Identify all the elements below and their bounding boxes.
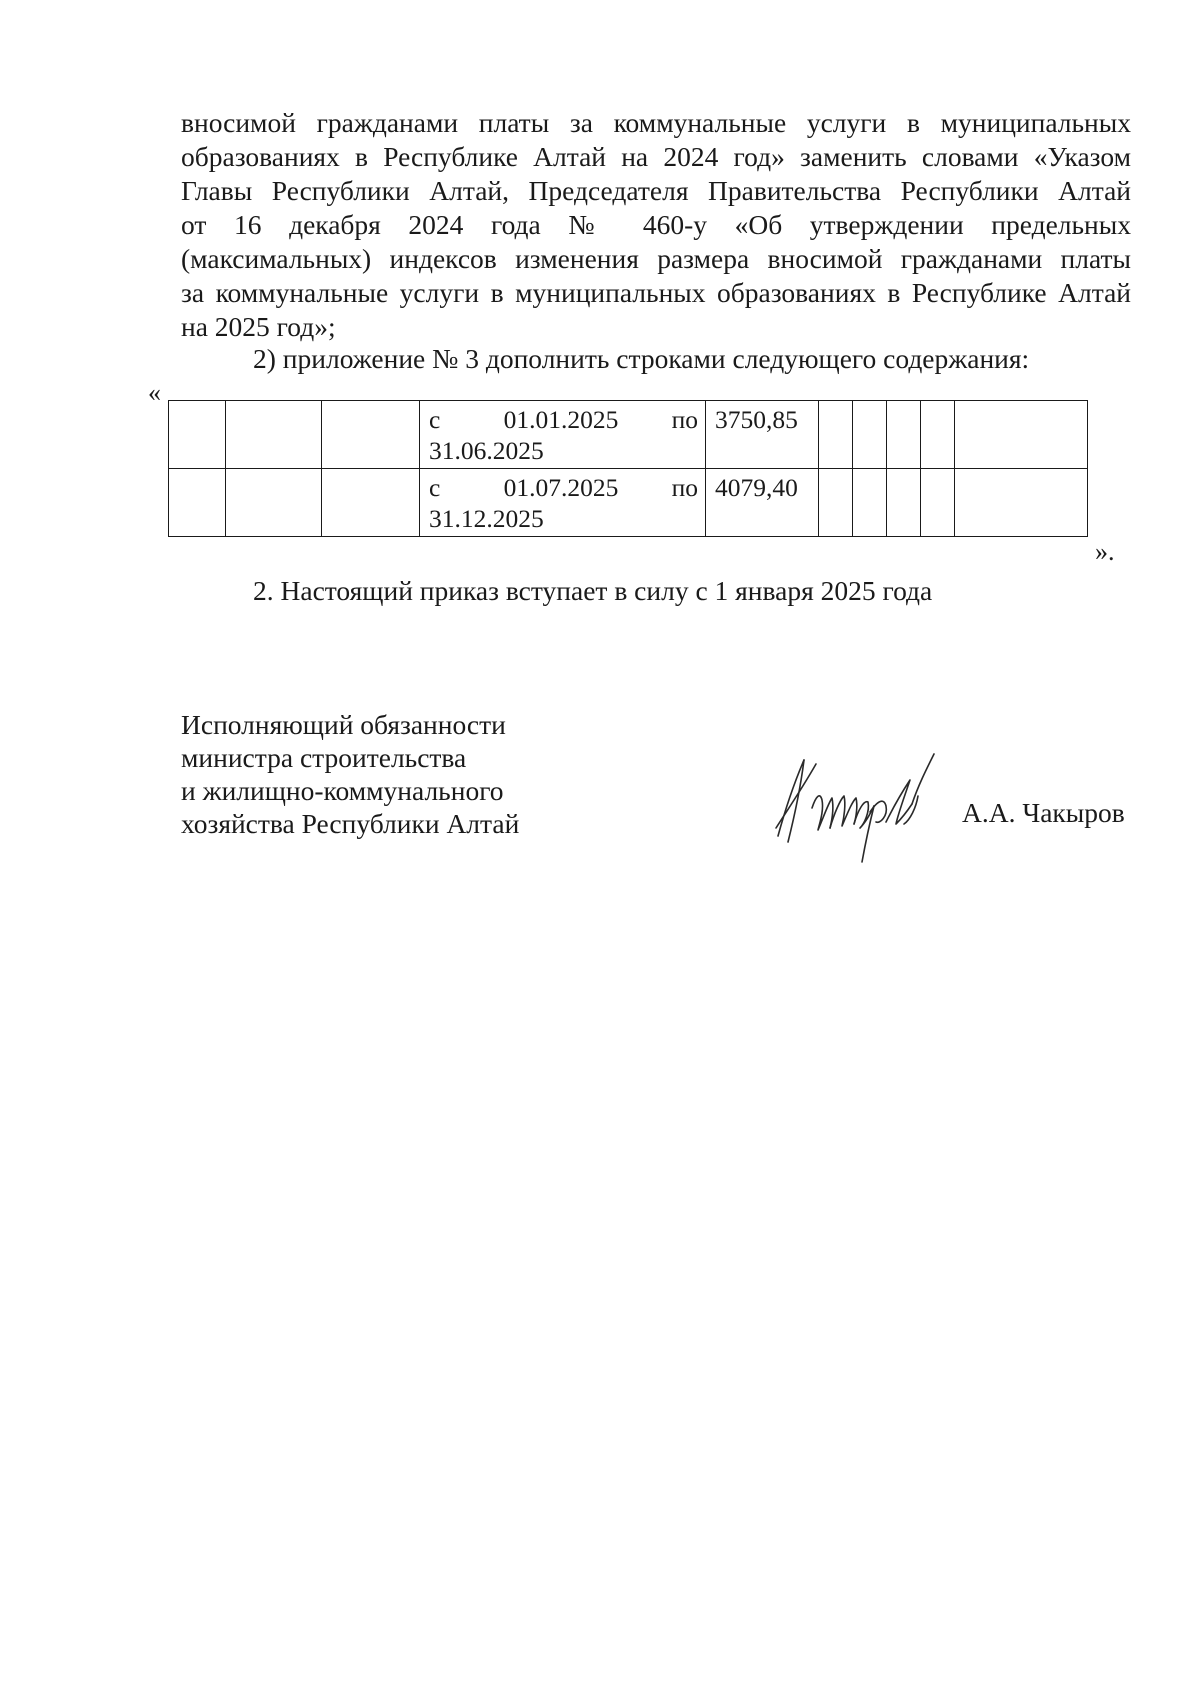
paragraph-line: от 16 декабря 2024 года № 460-у «Об утверждении предельных bbox=[181, 209, 1131, 240]
table-row bbox=[169, 401, 1088, 469]
signer-title-line: и жилищно-коммунального bbox=[181, 775, 504, 806]
period-prefix: с bbox=[429, 473, 441, 502]
table-cell-empty bbox=[322, 401, 420, 469]
paragraph-line: образованиях в Республике Алтай на 2024 год» заменить словами «Указом bbox=[181, 141, 1131, 172]
paragraph-last-line: на 2025 год»; bbox=[181, 311, 336, 342]
item-2-intro: 2) приложение № 3 дополнить строками следующего содержания: bbox=[253, 343, 1030, 374]
paragraph-continuation bbox=[181, 106, 1131, 344]
paragraph-line: Главы Республики Алтай, Председателя Правительства Республики Алтай bbox=[181, 175, 1131, 206]
table-cell-empty bbox=[226, 469, 322, 537]
value-cell: 4079,40 bbox=[706, 469, 819, 537]
opening-quote: « bbox=[148, 378, 161, 407]
table-cell-empty bbox=[853, 469, 887, 537]
period-to-word: по bbox=[671, 405, 698, 434]
table-cell-empty bbox=[322, 469, 420, 537]
table-cell-empty bbox=[819, 469, 853, 537]
period-to: 31.12.2025 bbox=[429, 504, 544, 533]
paragraph-line: вносимой гражданами платы за коммунальные услуги в муниципальных bbox=[181, 107, 1131, 138]
period-prefix: с bbox=[429, 405, 441, 434]
table-cell-empty bbox=[169, 469, 226, 537]
signer-name: А.А. Чакыров bbox=[962, 797, 1125, 828]
signer-title-line: хозяйства Республики Алтай bbox=[181, 808, 520, 839]
table-cell-empty bbox=[921, 469, 955, 537]
period-cell bbox=[420, 469, 706, 537]
table-cell-empty bbox=[955, 401, 1088, 469]
table-cell-empty bbox=[853, 401, 887, 469]
inserted-rows-table bbox=[168, 400, 1088, 537]
period-to-word: по bbox=[671, 473, 698, 502]
table-cell-empty bbox=[169, 401, 226, 469]
paragraph-line: (максимальных) индексов изменения размера вносимой гражданами платы bbox=[181, 243, 1131, 274]
signer-title bbox=[181, 708, 519, 840]
table-cell-empty bbox=[887, 401, 921, 469]
table-row bbox=[169, 469, 1088, 537]
period-from: 01.01.2025 bbox=[503, 405, 619, 434]
table-cell-empty bbox=[921, 401, 955, 469]
closing-quote: ». bbox=[1095, 537, 1115, 566]
effective-date-clause: 2. Настоящий приказ вступает в силу с 1 января 2025 года bbox=[253, 575, 933, 606]
period-to: 31.06.2025 bbox=[429, 436, 544, 465]
table-cell-empty bbox=[226, 401, 322, 469]
handwritten-signature bbox=[770, 752, 940, 864]
period-cell bbox=[420, 401, 706, 469]
table-cell-empty bbox=[819, 401, 853, 469]
table-cell-empty bbox=[955, 469, 1088, 537]
signer-title-line: министра строительства bbox=[181, 742, 467, 773]
value-cell: 3750,85 bbox=[706, 401, 819, 469]
signer-title-line: Исполняющий обязанности bbox=[181, 709, 506, 740]
table-cell-empty bbox=[887, 469, 921, 537]
paragraph-line: за коммунальные услуги в муниципальных образованиях в Республике Алтай bbox=[181, 277, 1131, 308]
period-from: 01.07.2025 bbox=[503, 473, 619, 502]
